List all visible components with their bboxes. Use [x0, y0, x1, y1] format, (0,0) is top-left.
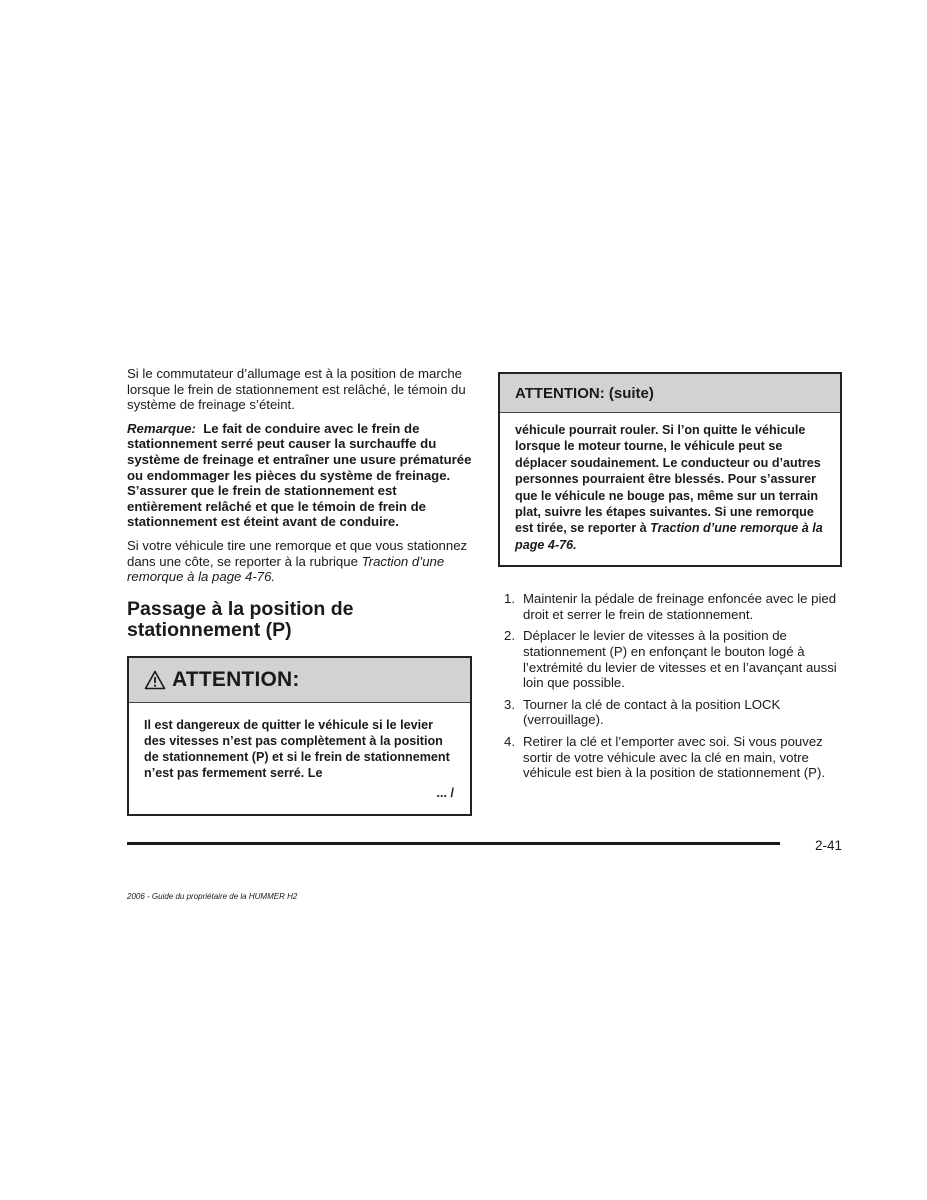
step-number: 4.	[504, 734, 515, 749]
attention-title: ATTENTION:	[172, 667, 300, 691]
step-text: Retirer la clé et l’emporter avec soi. Si vous pouvez sortir de votre véhicule avec la clé en main, votre véhicule est bien à la position de stationnement (P).	[523, 734, 826, 781]
step-number: 1.	[504, 591, 515, 607]
step-text: Déplacer le levier de vitesses à la position de stationnement (P) en enfonçant le bouton logé à l’extrémité du levier de vitesses et en l’avançant aussi loin que possible.	[523, 628, 837, 691]
towing-reference-link[interactable]: Traction d’une remorque à la page 4-76.	[127, 553, 445, 585]
intro-paragraph: Si le commutateur d’allumage est à la position de marche lorsque le frein de stationnement est relâché, le témoin du système de freinage s’éteint.	[127, 366, 466, 413]
attention-reference-link[interactable]: Traction d’une remorque à la page 4-76.	[515, 521, 823, 552]
attention-continued-title: ATTENTION: (suite)	[515, 384, 654, 402]
towing-text: Si votre véhicule tire une remorque et que vous stationnez dans une côte, se reporter à la rubrique	[127, 537, 468, 569]
footer-rule	[127, 842, 780, 845]
attention-continued-box	[498, 372, 842, 567]
step-number: 2.	[504, 628, 515, 644]
left-column	[127, 366, 472, 816]
step-text: Maintenir la pédale de freinage enfoncée avec le pied droit et serrer le frein de stationnement.	[523, 591, 837, 622]
attention-continued-header	[500, 374, 840, 413]
list-item	[498, 697, 843, 728]
remarque-label: Remarque:	[127, 420, 196, 436]
section-heading: Passage à la position de stationnement (P)	[127, 597, 354, 641]
step-text: Tourner la clé de contact à la position LOCK (verrouillage).	[523, 696, 781, 728]
attention-continued-text	[515, 422, 825, 553]
remarque-paragraph	[127, 421, 472, 530]
parking-steps-list	[498, 591, 843, 781]
attention-box	[127, 656, 472, 816]
footer-text: 2006 - Guide du propriétaire de la HUMMER H2	[127, 892, 298, 901]
towing-paragraph	[127, 538, 472, 585]
continued-marker: ... /	[436, 785, 454, 800]
attention-continued-main: véhicule pourrait rouler. Si l’on quitte le véhicule lorsque le moteur tourne, le véhicule peut se déplacer soudainement. Le conducteur ou d’autres personnes pourraient être blessés. Pour s’assurer que le véhicule ne bouge pas, même sur un terrain plat, suivre les étapes suivantes. Si une remorque est tirée, se reporter à	[515, 423, 821, 536]
attention-continued-body	[500, 413, 840, 565]
attention-text: Il est dangereux de quitter le véhicule si le levier des vitesses n’est pas complètement à la position de stationnement (P) et si le frein de stationnement n’est pas fermement serré. Le	[144, 717, 450, 781]
attention-body	[129, 703, 470, 814]
step-number: 3.	[504, 696, 515, 712]
list-item	[498, 628, 843, 690]
right-column	[498, 372, 843, 787]
list-item	[498, 591, 843, 622]
page-number: 2-41	[815, 838, 843, 853]
list-item	[498, 734, 843, 781]
warning-triangle-icon	[144, 670, 166, 690]
remarque-text: Le fait de conduire avec le frein de stationnement serré peut causer la surchauffe du système de freinage et entraîner une usure prématurée ou endommager les pièces du système de freinage. S’assurer que le frein de stationnement est entièrement relâché et que le témoin de frein de stationnement est éteint avant de conduire.	[127, 420, 472, 530]
attention-header	[129, 658, 470, 703]
